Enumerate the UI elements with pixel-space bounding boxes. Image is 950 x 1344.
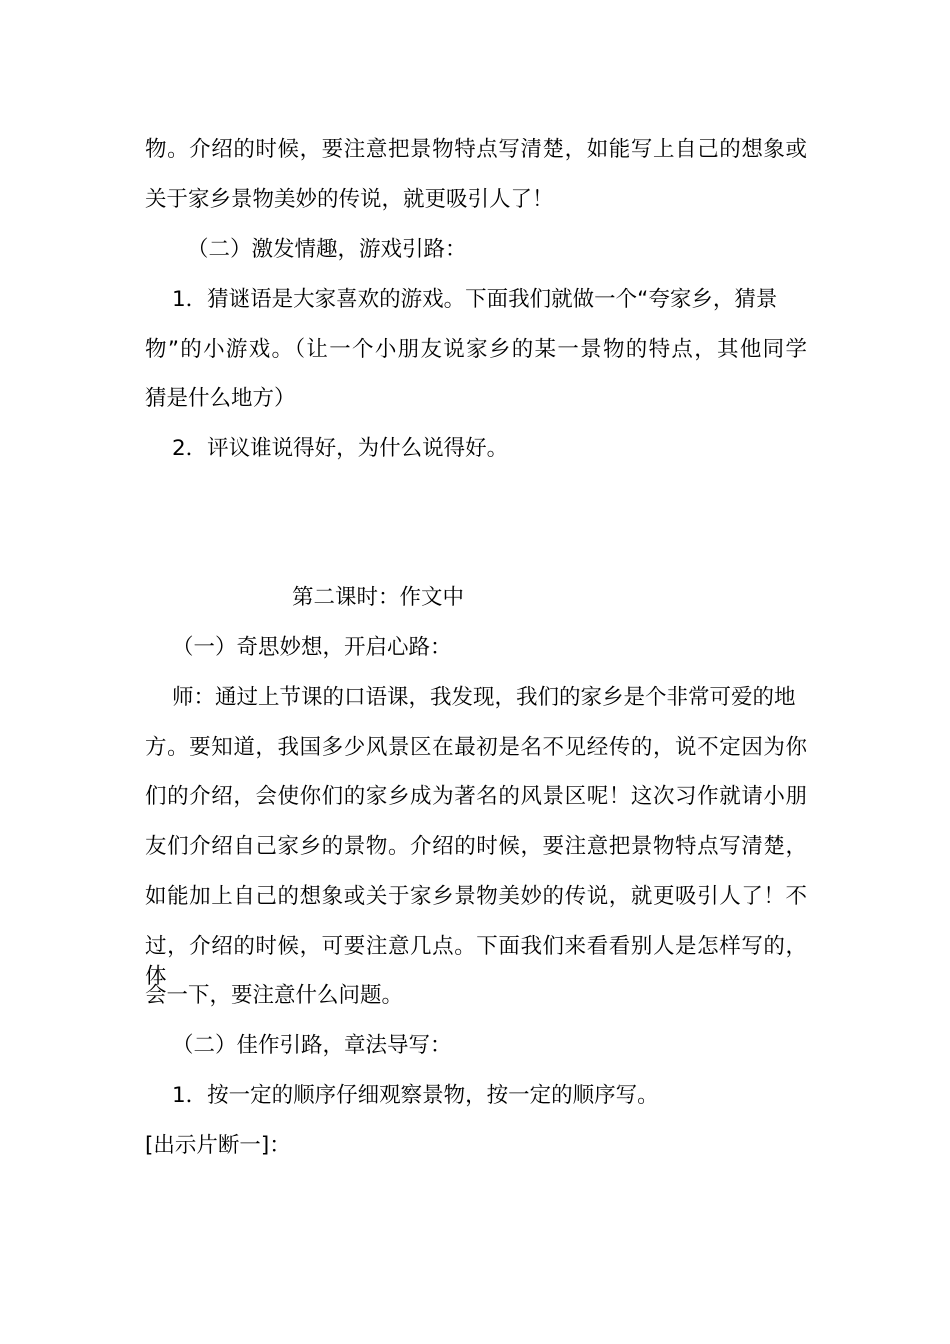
paragraph-line: 关于家乡景物美妙的传说，就更吸引人了！ xyxy=(145,187,554,212)
lesson-title: 第二课时：作文中 xyxy=(292,585,465,610)
paragraph-line: 如能加上自己的想象或关于家乡景物美妙的传说，就更吸引人了！不 xyxy=(145,884,807,909)
paragraph-line: 物”的小游戏。（让一个小朋友说家乡的某一景物的特点，其他同学 xyxy=(145,337,807,362)
list-item: 1．按一定的顺序仔细观察景物，按一定的顺序写。 xyxy=(172,1083,659,1108)
section-heading: （一）奇思妙想，开启心路： xyxy=(172,635,452,660)
paragraph-line: 们的介绍，会使你们的家乡成为著名的风景区呢！这次习作就请小朋 xyxy=(145,784,807,809)
paragraph-line: 方。要知道，我国多少风景区在最初是名不见经传的，说不定因为你 xyxy=(145,735,807,760)
paragraph-line: 过，介绍的时候，可要注意几点。下面我们来看看别人是怎样写的，体 xyxy=(145,934,807,989)
paragraph-line: 友们介绍自己家乡的景物。介绍的时候，要注意把景物特点写清楚， xyxy=(145,834,807,859)
paragraph-line: 物。介绍的时候，要注意把景物特点写清楚，如能写上自己的想象或 xyxy=(145,137,807,162)
list-item: 2．评议谁说得好，为什么说得好。 xyxy=(172,436,509,461)
paragraph-line: 会一下，要注意什么问题。 xyxy=(145,983,404,1008)
section-heading: （二）激发情趣，游戏引路： xyxy=(187,237,467,262)
section-heading: （二）佳作引路，章法导写： xyxy=(172,1033,452,1058)
list-item: 1．猜谜语是大家喜欢的游戏。下面我们就做一个“夸家乡，猜景 xyxy=(172,287,778,312)
excerpt-label: [出示片断一]： xyxy=(145,1133,291,1158)
paragraph-line: 猜是什么地方） xyxy=(145,386,296,411)
paragraph-line: 师：通过上节课的口语课，我发现，我们的家乡是个非常可爱的地 xyxy=(172,685,796,710)
